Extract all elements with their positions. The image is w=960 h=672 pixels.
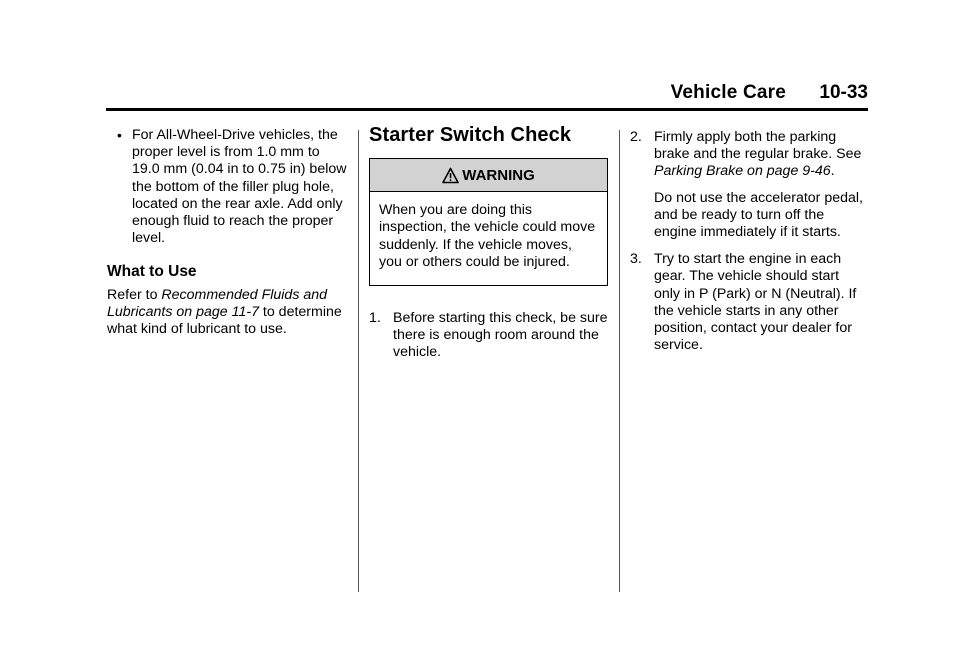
step-text bbox=[654, 129, 866, 181]
column-middle bbox=[369, 124, 609, 362]
page-number: 10-33 bbox=[819, 82, 868, 103]
warning-icon bbox=[442, 167, 459, 184]
what-to-use-heading: What to Use bbox=[107, 263, 197, 281]
step2-continuation: Do not use the accelerator pedal, and be ready to turn off the engine immediately if it starts. bbox=[654, 189, 864, 241]
section-heading: Starter Switch Check bbox=[369, 124, 572, 146]
refer-post: to determine what kind of lubricant to use. bbox=[107, 303, 342, 338]
step-1 bbox=[369, 310, 609, 362]
warning-header bbox=[370, 159, 607, 192]
refer-paragraph bbox=[107, 287, 347, 339]
step2-text-pre: Firmly apply both the parking brake and the regular brake. See bbox=[654, 129, 862, 163]
column-divider-1 bbox=[358, 130, 359, 592]
column-right bbox=[630, 129, 866, 354]
column-divider-2 bbox=[619, 130, 620, 592]
step-number: 1. bbox=[369, 310, 381, 327]
warning-label: WARNING bbox=[462, 166, 535, 184]
section-title: Vehicle Care bbox=[670, 82, 786, 103]
warning-body: When you are doing this inspection, the vehicle could move suddenly. If the vehicle moves, you or others could be injured. bbox=[379, 202, 596, 270]
step-number: 2. bbox=[630, 129, 642, 145]
bullet-item bbox=[107, 127, 347, 247]
step-2 bbox=[630, 129, 866, 241]
step-number: 3. bbox=[630, 251, 642, 268]
step2-text-post: . bbox=[830, 163, 835, 180]
bullet-icon: • bbox=[117, 127, 122, 143]
refer-pre: Refer to bbox=[107, 286, 162, 303]
recommended-fluids-link[interactable]: Recommended Fluids and Lubricants on page 11-7 bbox=[107, 286, 328, 320]
warning-box bbox=[369, 158, 608, 286]
step-text: Before starting this check, be sure there is enough room around the vehicle. bbox=[393, 310, 608, 361]
page-header bbox=[106, 82, 868, 111]
bullet-text: For All-Wheel-Drive vehicles, the proper level is from 1.0 mm to 19.0 mm (0.04 in to 0.75 in) below the bottom of the filler plug hole, located on the rear axle. Add only enough fluid to reach the proper level. bbox=[132, 127, 347, 247]
step-3 bbox=[630, 251, 866, 354]
spacer bbox=[630, 241, 866, 251]
column-left bbox=[107, 127, 347, 338]
parking-brake-link[interactable]: Parking Brake on page 9-46 bbox=[654, 163, 831, 180]
step-text: Try to start the engine in each gear. The vehicle should start only in P (Park) or N (Neutral). If the vehicle starts in any other position, contact your dealer for service. bbox=[654, 251, 857, 354]
